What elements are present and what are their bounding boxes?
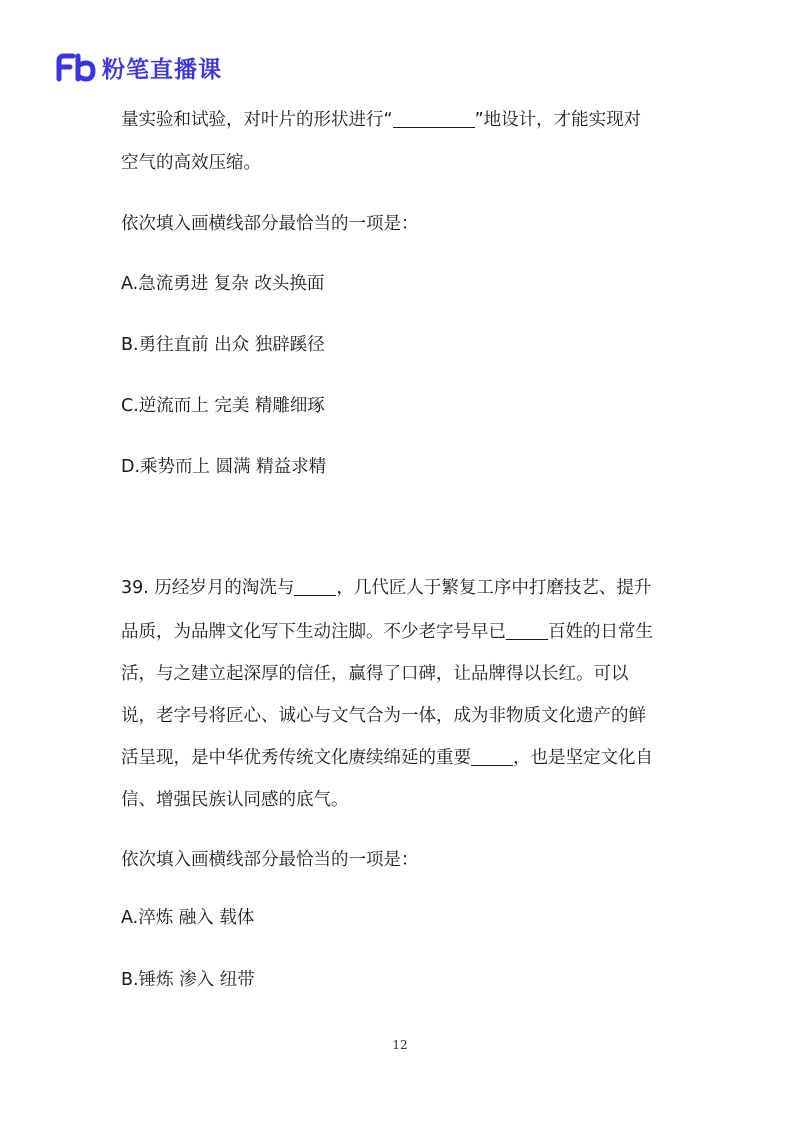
q38-text: 量实验和试验，对叶片的形状进行“ [121,110,393,130]
q39-text: 活呈现，是中华优秀传统文化赓续绵延的重要 [121,748,471,768]
answer-blank [506,621,548,640]
q39-prompt: 依次填入画横线部分最恰当的一项是： [121,850,419,870]
q39-option-a: A.淬炼 融入 载体 [121,908,255,928]
q38-option-b: B.勇往直前 出众 独辟蹊径 [121,335,325,355]
q39-line-6: 信、增强民族认同感的底气。 [121,790,349,810]
q39-text: 品质，为品牌文化写下生动注脚。不少老字号早已 [121,622,506,642]
q39-option-b: B.锤炼 渗入 纽带 [121,970,255,990]
header [56,50,222,84]
q38-option-c: C.逆流而上 完美 精雕细琢 [121,396,325,416]
q38-text: ”地设计，才能实现对 [474,110,642,130]
answer-blank [471,747,513,766]
fb-logo-icon [56,52,96,82]
page-number: 12 [392,1038,408,1052]
q39-line-1 [121,576,651,600]
answer-blank [294,577,336,596]
q38-line-2: 空气的高效压缩。 [121,153,261,173]
q38-line-1 [121,108,641,132]
q39-line-4: 说，老字号将匠心、诚心与文气合为一体，成为非物质文化遗产的鲜 [121,706,646,726]
q39-text: ，也是坚定文化自 [513,748,653,768]
q39-text: ，几代匠人于繁复工序中打磨技艺、提升 [336,578,652,598]
logo-text: 粉笔直播课 [102,56,222,83]
q38-option-d: D.乘势而上 圆满 精益求精 [121,457,327,477]
answer-blank [393,109,475,128]
q38-option-a: A.急流勇进 复杂 改头换面 [121,274,325,294]
q39-line-5 [121,746,653,770]
q39-line-2 [121,620,653,644]
q39-line-3: 活，与之建立起深厚的信任，赢得了口碑，让品牌得以长红。可以 [121,664,629,684]
q38-prompt: 依次填入画横线部分最恰当的一项是： [121,214,419,234]
q39-text: 39. 历经岁月的淘洗与 [121,578,295,598]
q39-text: 百姓的日常生 [548,622,653,642]
